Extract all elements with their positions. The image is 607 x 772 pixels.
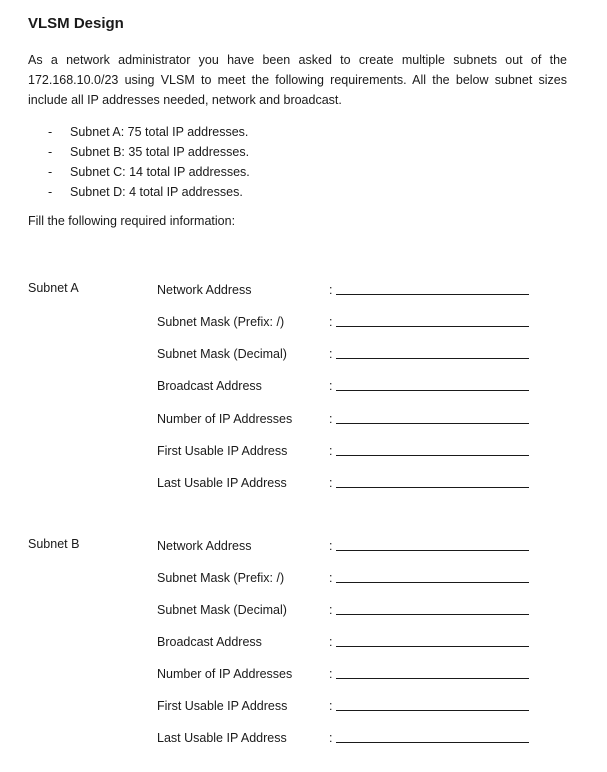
colon: : [329,347,333,361]
field-label: Last Usable IP Address [157,476,287,490]
field-label: Subnet Mask (Prefix: /) [157,315,285,329]
requirement-item [48,122,250,142]
field-label: Subnet Mask (Decimal) [157,347,287,361]
field-label: First Usable IP Address [157,444,288,458]
answer-blank[interactable] [336,614,529,615]
answer-blank[interactable] [336,294,529,295]
form-row [0,633,607,653]
form-row [0,601,607,621]
list-dash: - [48,165,53,179]
field-label: Number of IP Addresses [157,667,293,681]
field-label: Number of IP Addresses [157,412,293,426]
list-dash: - [48,145,53,159]
field-label: Broadcast Address [157,379,262,393]
answer-blank[interactable] [336,487,529,488]
answer-blank[interactable] [336,710,529,711]
fill-instruction: Fill the following required information: [28,214,236,228]
colon: : [329,699,333,713]
subnet-label: Subnet B [28,537,80,551]
colon: : [329,603,333,617]
list-dash: - [48,125,53,139]
form-row [0,410,607,430]
colon: : [329,571,333,585]
form-row [0,281,607,301]
answer-blank[interactable] [336,423,529,424]
answer-blank[interactable] [336,742,529,743]
form-row [0,537,607,557]
answer-blank[interactable] [336,358,529,359]
form-row [0,697,607,717]
colon: : [329,315,333,329]
colon: : [329,476,333,490]
form-row [0,377,607,397]
requirement-text: Subnet C: 14 total IP addresses. [70,165,250,179]
field-label: First Usable IP Address [157,699,288,713]
field-label: Last Usable IP Address [157,731,287,745]
form-row [0,474,607,494]
requirement-item [48,162,250,182]
form-row [0,313,607,333]
field-label: Network Address [157,283,252,297]
answer-blank[interactable] [336,678,529,679]
subnet-label: Subnet A [28,281,79,295]
colon: : [329,667,333,681]
requirement-text: Subnet D: 4 total IP addresses. [70,185,243,199]
document-title: VLSM Design [28,15,124,32]
colon: : [329,379,333,393]
answer-blank[interactable] [336,582,529,583]
answer-blank[interactable] [336,390,529,391]
requirements-list [48,122,250,202]
requirement-text: Subnet A: 75 total IP addresses. [70,125,249,139]
form-row [0,665,607,685]
form-row [0,569,607,589]
colon: : [329,539,333,553]
field-label: Subnet Mask (Prefix: /) [157,571,285,585]
answer-blank[interactable] [336,455,529,456]
colon: : [329,635,333,649]
requirement-item [48,182,250,202]
intro-paragraph: As a network administrator you have been asked to create multiple subnets out of the 172.168.10.0/23 using VLSM to meet the following requirements. All the below subnet sizes include all IP addresses needed, network and broadcast. [28,53,567,107]
form-row [0,345,607,365]
form-row [0,729,607,749]
form-row [0,442,607,462]
answer-blank[interactable] [336,646,529,647]
colon: : [329,444,333,458]
field-label: Subnet Mask (Decimal) [157,603,287,617]
colon: : [329,283,333,297]
colon: : [329,731,333,745]
requirement-text: Subnet B: 35 total IP addresses. [70,145,250,159]
list-dash: - [48,185,53,199]
field-label: Network Address [157,539,252,553]
answer-blank[interactable] [336,326,529,327]
colon: : [329,412,333,426]
field-label: Broadcast Address [157,635,262,649]
answer-blank[interactable] [336,550,529,551]
requirement-item [48,142,250,162]
